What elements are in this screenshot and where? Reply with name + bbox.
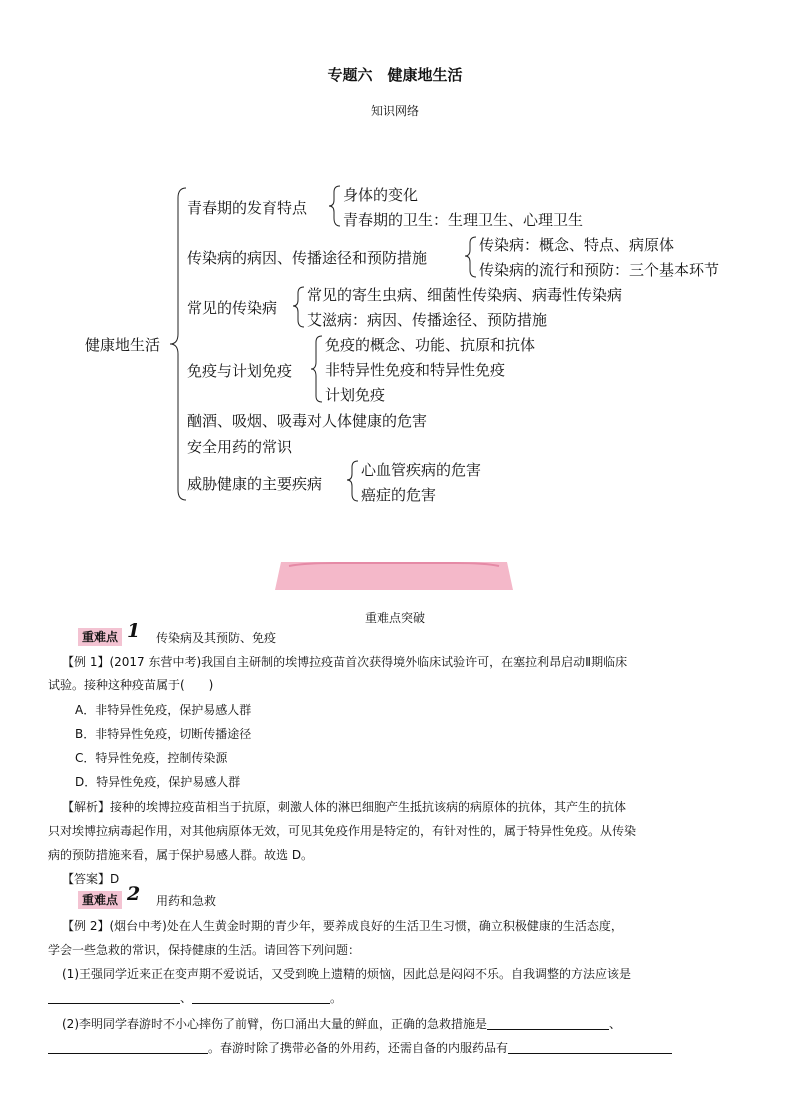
- tree-node-medicine: 安全用药的常识: [187, 438, 293, 456]
- tree-leaf: 非特异性免疫和特异性免疫: [325, 361, 506, 379]
- kp2-topic: 用药和急救: [156, 894, 217, 908]
- answer-blank[interactable]: [508, 1039, 672, 1054]
- kp2-badge: 重难点: [78, 891, 122, 909]
- kp1-question-cont: 试验。接种这种疫苗属于( ): [48, 678, 214, 692]
- kp2-number: 2: [127, 883, 141, 905]
- answer-blank[interactable]: [192, 989, 330, 1004]
- kp1-badge: 重难点: [78, 628, 122, 646]
- separator: 、: [180, 991, 193, 1005]
- section-title: 重难点突破: [364, 611, 425, 625]
- tree-leaf: 艾滋病：病因、传播途径、预防措施: [307, 311, 548, 329]
- answer-blank[interactable]: [48, 1039, 208, 1054]
- common-brace: [293, 287, 304, 327]
- kp1-question: 【例 1】(2017 东营中考)我国自主研制的埃博拉疫苗首次获得境外临床试验许可，在塞拉利昂启动Ⅱ期临床: [62, 655, 628, 669]
- kp2-sub2-text: (2)李明同学春游时不小心摔伤了前臂，伤口涌出大量的鲜血，正确的急救措施是: [62, 1017, 488, 1031]
- kp1-topic: 传染病及其预防、免疫: [156, 631, 277, 645]
- terminator: 。: [330, 991, 343, 1005]
- tree-root: 健康地生活: [85, 336, 161, 354]
- tree-leaf: 身体的变化: [343, 186, 419, 204]
- kp2-question-cont: 学会一些急救的常识，保持健康的生活。请回答下列问题：: [48, 943, 361, 957]
- kp1-option-d: D．特异性免疫，保护易感人群: [75, 775, 241, 789]
- kp2-sub2-text-cont: 。春游时除了携带必备的外用药，还需自备的内服药品有: [208, 1041, 509, 1055]
- tree-leaf: 青春期的卫生：生理卫生、心理卫生: [343, 211, 584, 229]
- kp1-number: 1: [127, 620, 141, 642]
- kp1-analysis-cont: 只对埃博拉病毒起作用，对其他病原体无效，可见其免疫作用是特定的，有针对性的，属于特异性免疫。从传染: [48, 824, 637, 838]
- kp2-sub1: (1)王强同学近来正在变声期不爱说话，又受到晚上遗精的烦恼，因此总是闷闷不乐。自我调整的方法应该是: [62, 967, 632, 981]
- tree-leaf: 常见的寄生虫病、细菌性传染病、病毒性传染病: [307, 286, 623, 304]
- immune-brace: [311, 336, 322, 402]
- separator: 、: [609, 1017, 622, 1031]
- tree-leaf: 传染病的流行和预防：三个基本环节: [479, 261, 720, 279]
- section-banner: [275, 562, 513, 590]
- tree-node-puberty: 青春期的发育特点: [187, 199, 308, 217]
- tree-leaf: 癌症的危害: [361, 486, 437, 504]
- tree-node-threat: 威胁健康的主要疾病: [187, 475, 323, 493]
- puberty-brace: [329, 186, 340, 226]
- threat-brace: [347, 461, 358, 501]
- tree-leaf: 心血管疾病的危害: [361, 461, 482, 479]
- kp1-answer: 【答案】D: [62, 872, 120, 886]
- kp1-option-b: B．非特异性免疫，切断传播途径: [75, 727, 252, 741]
- answer-blank[interactable]: [487, 1015, 609, 1030]
- answer-blank[interactable]: [48, 989, 180, 1004]
- kp1-option-c: C．特异性免疫，控制传染源: [75, 751, 228, 765]
- kp2-sub2-cont: [48, 1036, 672, 1060]
- tree-leaf: 传染病：概念、特点、病原体: [479, 236, 675, 254]
- kp1-option-a: A．非特异性免疫，保护易感人群: [75, 703, 252, 717]
- tree-node-common: 常见的传染病: [187, 299, 278, 317]
- tree-leaf: 免疫的概念、功能、抗原和抗体: [325, 336, 536, 354]
- tree-leaf: 计划免疫: [325, 386, 386, 404]
- cause-brace: [465, 237, 476, 277]
- kp1-analysis: 【解析】接种的埃博拉疫苗相当于抗原，刺激人体的淋巴细胞产生抵抗该病的病原体的抗体，其产生的抗体: [62, 800, 627, 814]
- kp2-sub2: [62, 1012, 621, 1036]
- kp2-sub1-answers: [48, 986, 342, 1010]
- page-subtitle: 知识网络: [370, 104, 419, 118]
- page-title: 专题六 健康地生活: [327, 66, 463, 84]
- kp2-question: 【例 2】(烟台中考)处在人生黄金时期的青少年，要养成良好的生活卫生习惯，确立积极健康的生活态度，: [62, 919, 623, 933]
- tree-node-cause: 传染病的病因、传播途径和预防措施: [187, 249, 428, 267]
- kp1-analysis-end: 病的预防措施来看，属于保护易感人群。故选 D。: [48, 848, 314, 862]
- tree-node-immune: 免疫与计划免疫: [187, 362, 293, 380]
- root-brace: [170, 188, 186, 500]
- tree-node-harm: 酗酒、吸烟、吸毒对人体健康的危害: [187, 412, 428, 430]
